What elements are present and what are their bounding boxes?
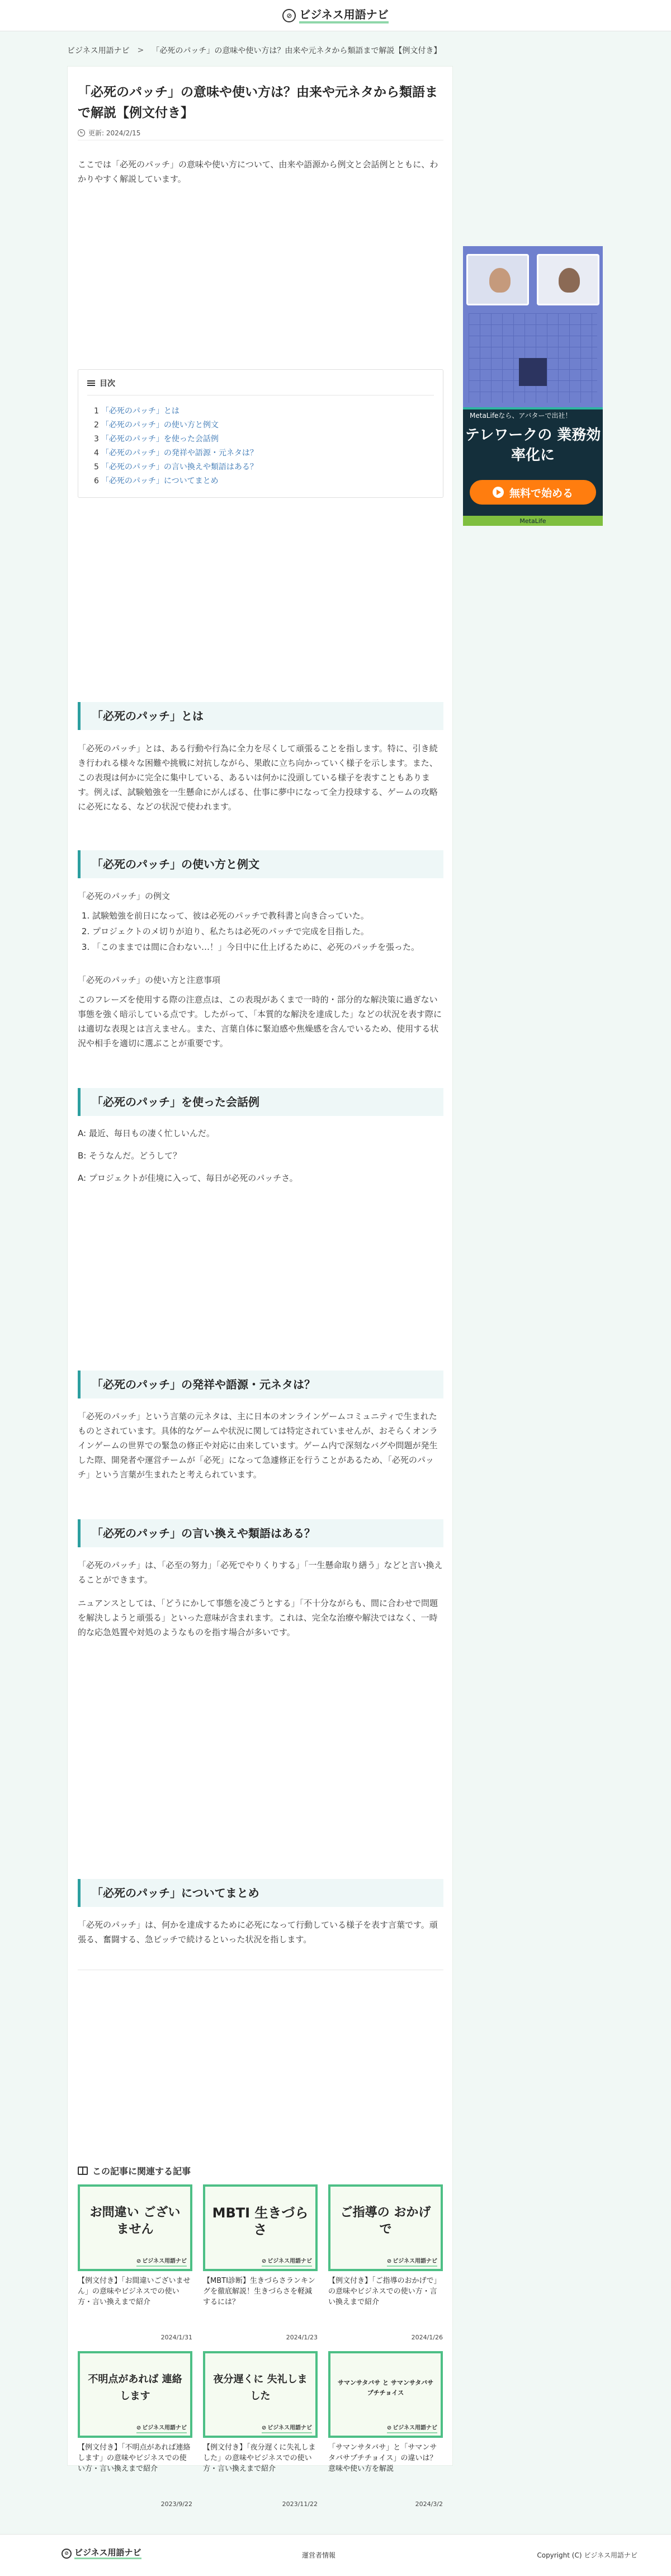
- ad-cta-button[interactable]: [470, 480, 596, 505]
- ad-illustration: [463, 246, 603, 408]
- article-title: 「必死のパッチ」の意味や使い方は？由来や元ネタから類語まで解説【例文付き】: [78, 85, 438, 120]
- thumbnail-logo: ⊘ ビジネス用語ナビ: [136, 2258, 187, 2267]
- conversation-line: A: 最近、毎日もの凄く忙しいんだ。: [78, 1128, 215, 1138]
- example-list: [78, 908, 443, 955]
- thumbnail-text: お問違い ございません: [89, 2205, 181, 2236]
- related-heading-label: この記事に関連する記事: [92, 2166, 191, 2177]
- toc-item[interactable]: 1 「必死のパッチ」とは: [94, 407, 179, 416]
- thumbnail-logo: ⊘ ビジネス用語ナビ: [136, 2424, 187, 2433]
- ad-avatar-photo: [537, 254, 599, 305]
- footer-logo[interactable]: [62, 2548, 141, 2559]
- breadcrumb-current: 「必死のパッチ」の意味や使い方は？由来や元ネタから類語まで解説【例文付き】: [152, 46, 442, 55]
- book-icon: [78, 2167, 88, 2175]
- related-card-date: 2024/1/23: [286, 2334, 318, 2341]
- update-date: [78, 128, 443, 140]
- caution-body: このフレーズを使用する際の注意点は、この表現があくまで一時的・部分的な解決策に過ぎない事態を強く暗示している点です。したがって、「本質的な解決を達成した」などの状況を表す際には適切な表現とは言えません。また、言葉自体に緊迫感や焦燥感を含んでいるため、使用する状況や相手を適切に選ぶことが重要です。: [78, 995, 442, 1048]
- toc-heading-label: 目次: [100, 379, 115, 388]
- section-synonyms-body-2: ニュアンスとしては、「どうにかして事態を凌ごうとする」「不十分ながらも、間に合わせで問題を解決しようと頑張る」といった意味が含まれます。これは、完全な治療や解決ではなく、一時的な応急処置や対処のようなものを指す場合が多いです。: [78, 1598, 438, 1637]
- ad-avatar-photo: [466, 254, 529, 305]
- logo-mark-icon: ⊘: [62, 2549, 72, 2559]
- section-heading-meaning: 「必死のパッチ」とは: [78, 702, 443, 730]
- related-card-date: 2024/1/31: [160, 2334, 192, 2341]
- logo-text: ビジネス用語ナビ: [299, 8, 388, 23]
- related-thumbnail[interactable]: [328, 2184, 443, 2271]
- site-footer: [0, 2534, 671, 2576]
- section-heading-conversation: 「必死のパッチ」を使った会話例: [78, 1088, 443, 1116]
- related-card-title[interactable]: 【例文付き】「夜分遅くに失礼しました」の意味やビジネスでの使い方・言い換えまで紹介: [203, 2443, 316, 2473]
- toc-item[interactable]: 4 「必死のパッチ」の発祥や語源・元ネタは？: [94, 449, 258, 458]
- thumbnail-logo: ⊘ ビジネス用語ナビ: [262, 2424, 312, 2433]
- related-card[interactable]: [78, 2351, 192, 2508]
- section-synonyms-body-1: 「必死のパッチ」は、「必至の努力」「必死でやりくりする」「一生懸命取り繕う」などと言い換えることができます。: [78, 1560, 443, 1585]
- person-icon: [489, 268, 511, 293]
- breadcrumb-home-link[interactable]: ビジネス用語ナビ: [67, 46, 130, 55]
- ad-caption: MetaLifeなら、アバターで出社！: [470, 412, 572, 420]
- copyright: Copyright (C) ビジネス用語ナビ: [537, 2551, 637, 2559]
- section-heading-synonyms: 「必死のパッチ」の言い換えや類語はある？: [78, 1519, 443, 1547]
- toc-item-link[interactable]: 「必死のパッチ」についてまとめ: [101, 477, 219, 486]
- related-thumbnail[interactable]: [203, 2351, 318, 2438]
- toc-item-link[interactable]: 「必死のパッチ」の発祥や語源・元ネタは？: [101, 449, 258, 458]
- thumbnail-text: 夜分遅くに 失礼しました: [213, 2373, 308, 2402]
- ad-headline: テレワークの 業務効率化に: [465, 427, 601, 464]
- related-card-title[interactable]: 【例文付き】「ご指導のおかげで」の意味やビジネスでの使い方・言い換えまで紹介: [328, 2277, 441, 2306]
- article-intro: ここでは「必死のパッチ」の意味や使い方について、由来や語源から例文と会話例とともに、わかりやすく解説しています。: [78, 159, 438, 184]
- example-item: 3. 「このままでは間に合わない…！」今日中に仕上げるために、必死のパッチを張った。: [92, 940, 443, 954]
- related-card[interactable]: [328, 2351, 443, 2508]
- related-thumbnail[interactable]: [328, 2351, 443, 2438]
- toc-item[interactable]: 2 「必死のパッチ」の使い方と例文: [94, 421, 219, 430]
- toc-item-link[interactable]: 「必死のパッチ」を使った会話例: [101, 435, 219, 444]
- related-card[interactable]: [328, 2184, 443, 2341]
- clock-icon: [78, 129, 85, 136]
- related-thumbnail[interactable]: [203, 2184, 318, 2271]
- person-icon: [559, 268, 580, 293]
- toc-item-link[interactable]: 「必死のパッチ」の言い換えや類語はある？: [101, 463, 258, 472]
- section-origin-body: 「必死のパッチ」という言葉の元ネタは、主に日本のオンラインゲームコミュニティで生まれたものとされています。具体的なゲームや状況に関しては特定されていませんが、おそらくオンラインゲームの世界での緊急の修正や対応に由来しています。ゲーム内で深刻なバグや問題が発生した際、開発者や運営チームが「必死」になって急遽修正を行うことがあるため、「必死のパッチ」という言葉が生まれたと考えられています。: [78, 1411, 438, 1480]
- toc-item-link[interactable]: 「必死のパッチ」の使い方と例文: [101, 421, 219, 430]
- related-card[interactable]: [78, 2184, 192, 2341]
- conversation-line: A: プロジェクトが佳境に入って、毎日が必死のパッチさ。: [78, 1173, 298, 1183]
- section-heading-origin: 「必死のパッチ」の発祥や語源・元ネタは？: [78, 1371, 443, 1398]
- related-card-title[interactable]: 【MBTI診断】生きづらさランキングを徹底解説！生きづらさを軽減するには？: [203, 2277, 315, 2306]
- example-item: 1. 試験勉強を前日になって、彼は必死のパッチで教科書と向き合っていた。: [92, 908, 443, 923]
- thumbnail-text: サマンサタバサ と サマンサタバサプチチョイス: [337, 2379, 434, 2396]
- thumbnail-logo: ⊘ ビジネス用語ナビ: [387, 2424, 437, 2433]
- section-heading-summary: 「必死のパッチ」についてまとめ: [78, 1879, 443, 1907]
- breadcrumb: [67, 44, 604, 57]
- related-card-date: 2023/11/22: [282, 2500, 318, 2508]
- toc-item-link[interactable]: 「必死のパッチ」とは: [101, 407, 179, 416]
- caution-subheading: 「必死のパッチ」の使い方と注意事項: [78, 975, 221, 985]
- conversation-line: B: そうなんだ。どうして？: [78, 1151, 182, 1161]
- operator-info-link[interactable]: 運営者情報: [302, 2551, 336, 2559]
- related-thumbnail[interactable]: [78, 2184, 192, 2271]
- ad-cta-label: 無料で始める: [509, 487, 573, 500]
- ad-desk-graphic: [519, 358, 547, 386]
- thumbnail-logo: ⊘ ビジネス用語ナビ: [262, 2258, 312, 2267]
- related-thumbnail[interactable]: [78, 2351, 192, 2438]
- logo-mark-icon: ⊘: [282, 9, 296, 22]
- related-card[interactable]: [203, 2184, 318, 2341]
- related-card-date: 2023/9/22: [160, 2500, 192, 2508]
- table-of-contents: [78, 369, 443, 498]
- thumbnail-text: 不明点があれば 連絡します: [88, 2373, 182, 2402]
- toc-heading: [87, 378, 115, 389]
- toc-item[interactable]: 5 「必死のパッチ」の言い換えや類語はある？: [94, 463, 258, 472]
- related-card-date: 2024/1/26: [411, 2334, 443, 2341]
- list-icon: [87, 380, 95, 387]
- thumbnail-text: ご指導の おかげで: [340, 2205, 431, 2236]
- related-card[interactable]: [203, 2351, 318, 2508]
- section-meaning-body: 「必死のパッチ」とは、ある行動や行為に全力を尽くして頑張ることを指します。特に、引き続き行われる様々な困難や挑戦に対抗しながら、果敢に立ち向かっていく様子を示します。また、この表現は何かに完全に集中している、あるいは何かに没頭している様子を表すこともあります。例えば、試験勉強を一生懸命にがんばる、仕事に夢中になって全力投球する、ゲームの攻略に必死になる、などの状況で使われます。: [78, 743, 438, 812]
- example-item: 2. プロジェクトのメ切りが迫り、私たちは必死のパッチで完成を目指した。: [92, 924, 443, 939]
- related-heading: [78, 2164, 191, 2177]
- breadcrumb-separator-icon: >: [137, 46, 144, 55]
- toc-item[interactable]: 3 「必死のパッチ」を使った会話例: [94, 435, 219, 444]
- toc-list: [94, 404, 429, 488]
- site-header: [0, 0, 671, 31]
- article-main: [67, 66, 453, 2508]
- play-icon: [493, 487, 504, 498]
- related-card-title[interactable]: 【例文付き】「お間違いございません」の意味やビジネスでの使い方・言い換えまで紹介: [78, 2277, 191, 2306]
- toc-item[interactable]: 6 「必死のパッチ」についてまとめ: [94, 477, 219, 486]
- related-card-title[interactable]: 【例文付き】「不明点があれば連絡します」の意味やビジネスでの使い方・言い換えまで紹介: [78, 2443, 191, 2473]
- related-card-date: 2024/3/2: [415, 2500, 443, 2508]
- ad-brand: MetaLife: [463, 516, 603, 526]
- sidebar-ad-banner[interactable]: [463, 246, 603, 526]
- related-card-title[interactable]: 「サマンサタバサ」と「サマンサタバサプチチョイス」の違いは？意味や使い方を解説: [328, 2443, 437, 2473]
- thumbnail-text: MBTI 生きづらさ: [212, 2205, 309, 2238]
- site-logo[interactable]: [280, 7, 391, 24]
- footer-logo-text: ビジネス用語ナビ: [74, 2548, 141, 2559]
- example-subheading: 「必死のパッチ」の例文: [78, 891, 171, 901]
- section-summary-body: 「必死のパッチ」は、何かを達成するために必死になって行動している様子を表す言葉です。頑張る、奮闘する、急ピッチで続けるといった状況を指します。: [78, 1920, 438, 1944]
- update-date-text: 更新: 2024/2/15: [88, 129, 141, 137]
- thumbnail-logo: ⊘ ビジネス用語ナビ: [387, 2258, 437, 2267]
- section-heading-usage: 「必死のパッチ」の使い方と例文: [78, 850, 443, 878]
